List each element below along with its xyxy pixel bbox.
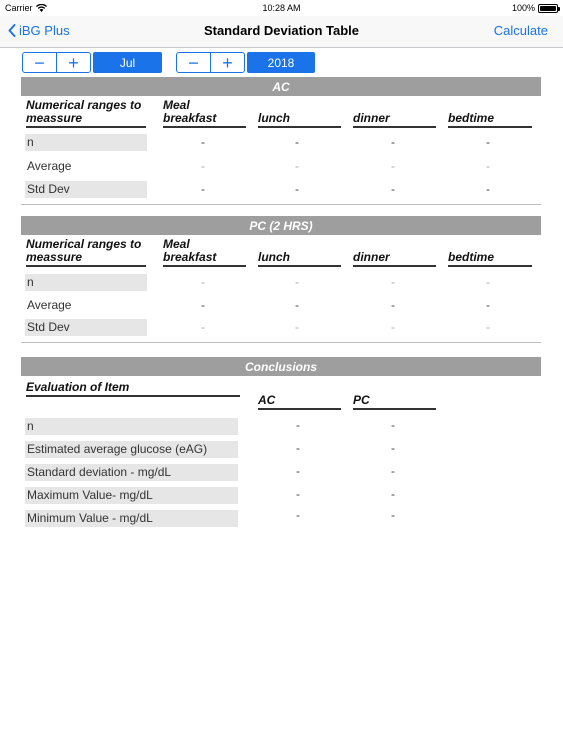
conclusions-row-label-min: Minimum Value - mg/dL — [25, 510, 238, 527]
minus-icon: − — [188, 52, 199, 73]
pc-header-ranges: Numerical ranges to meassure — [26, 238, 146, 267]
ac-cell: - — [391, 135, 395, 149]
pc-header-bedtime: bedtime — [448, 251, 532, 267]
ac-row-label-std-dev: Std Dev — [25, 181, 147, 198]
month-increment-button[interactable] — [56, 53, 90, 72]
navigation-bar — [0, 16, 563, 48]
plus-icon: + — [68, 52, 79, 73]
conclusions-cell: - — [391, 441, 395, 455]
ac-header-breakfast: Meal breakfast — [163, 99, 246, 128]
conclusions-cell: - — [391, 487, 395, 501]
month-decrement-button[interactable] — [23, 53, 56, 72]
conclusions-header-ac: AC — [258, 394, 341, 410]
pc-cell: - — [391, 275, 395, 289]
conclusions-header-item: Evaluation of Item — [26, 381, 240, 397]
ac-row-label-average: Average — [25, 158, 147, 175]
pc-cell: - — [201, 320, 205, 334]
conclusions-row-label-max: Maximum Value- mg/dL — [25, 487, 238, 504]
ac-header-ranges: Numerical ranges to meassure — [26, 99, 146, 128]
ac-cell: - — [201, 159, 205, 173]
pc-header-breakfast: Meal breakfast — [163, 238, 246, 267]
pc-cell: - — [295, 275, 299, 289]
page-title: Standard Deviation Table — [203, 23, 360, 38]
ac-cell: - — [391, 182, 395, 196]
pc-cell: - — [391, 298, 395, 312]
ac-cell: - — [486, 159, 490, 173]
conclusions-cell: - — [391, 464, 395, 478]
month-value: Jul — [93, 52, 162, 73]
ac-row-label-n: n — [25, 134, 147, 151]
month-stepper — [22, 52, 91, 73]
year-stepper — [176, 52, 245, 73]
conclusions-row-label-eag: Estimated average glucose (eAG) — [25, 441, 238, 458]
ac-header-lunch: lunch — [258, 112, 341, 128]
battery-icon — [538, 4, 558, 13]
conclusions-row-label-std-dev: Standard deviation - mg/dL — [25, 464, 238, 481]
conclusions-cell: - — [296, 508, 300, 522]
pc-cell: - — [391, 320, 395, 334]
year-increment-button[interactable] — [210, 53, 244, 72]
ac-cell: - — [486, 182, 490, 196]
battery-percent: 100% — [511, 3, 535, 13]
status-time: 10:28 AM — [262, 3, 301, 13]
conclusions-cell: - — [391, 418, 395, 432]
ac-cell: - — [295, 135, 299, 149]
conclusions-cell: - — [296, 418, 300, 432]
conclusions-cell: - — [296, 441, 300, 455]
carrier-label: Carrier — [5, 3, 33, 13]
ac-cell: - — [391, 159, 395, 173]
calculate-button[interactable]: Calculate — [493, 23, 548, 38]
back-button-label: iBG Plus — [19, 23, 70, 38]
battery-indicator — [512, 3, 558, 13]
year-decrement-button[interactable] — [177, 53, 210, 72]
ac-header-dinner: dinner — [353, 112, 436, 128]
pc-cell: - — [486, 298, 490, 312]
ac-cell: - — [295, 159, 299, 173]
pc-header-lunch: lunch — [258, 251, 341, 267]
minus-icon: − — [34, 52, 45, 73]
ac-header-bedtime: bedtime — [448, 112, 532, 128]
section-divider — [21, 342, 541, 343]
conclusions-cell: - — [296, 464, 300, 478]
conclusions-section-header: Conclusions — [21, 357, 541, 376]
conclusions-header-pc: PC — [353, 394, 436, 410]
pc-section-header: PC (2 HRS) — [21, 216, 541, 235]
ac-section-header: AC — [21, 77, 541, 96]
conclusions-cell: - — [391, 508, 395, 522]
pc-row-label-std-dev: Std Dev — [25, 319, 147, 336]
ac-cell: - — [201, 135, 205, 149]
status-bar — [0, 0, 563, 16]
pc-cell: - — [201, 298, 205, 312]
pc-header-dinner: dinner — [353, 251, 436, 267]
ac-cell: - — [295, 182, 299, 196]
conclusions-row-label-n: n — [25, 418, 238, 435]
pc-cell: - — [486, 320, 490, 334]
pc-cell: - — [295, 320, 299, 334]
pc-cell: - — [201, 275, 205, 289]
ac-cell: - — [201, 182, 205, 196]
pc-row-label-average: Average — [25, 297, 147, 314]
conclusions-cell: - — [296, 487, 300, 501]
section-divider — [21, 204, 541, 205]
pc-row-label-n: n — [25, 274, 147, 291]
pc-cell: - — [295, 298, 299, 312]
ac-cell: - — [486, 135, 490, 149]
pc-cell: - — [486, 275, 490, 289]
year-value: 2018 — [247, 52, 315, 73]
plus-icon: + — [222, 52, 233, 73]
